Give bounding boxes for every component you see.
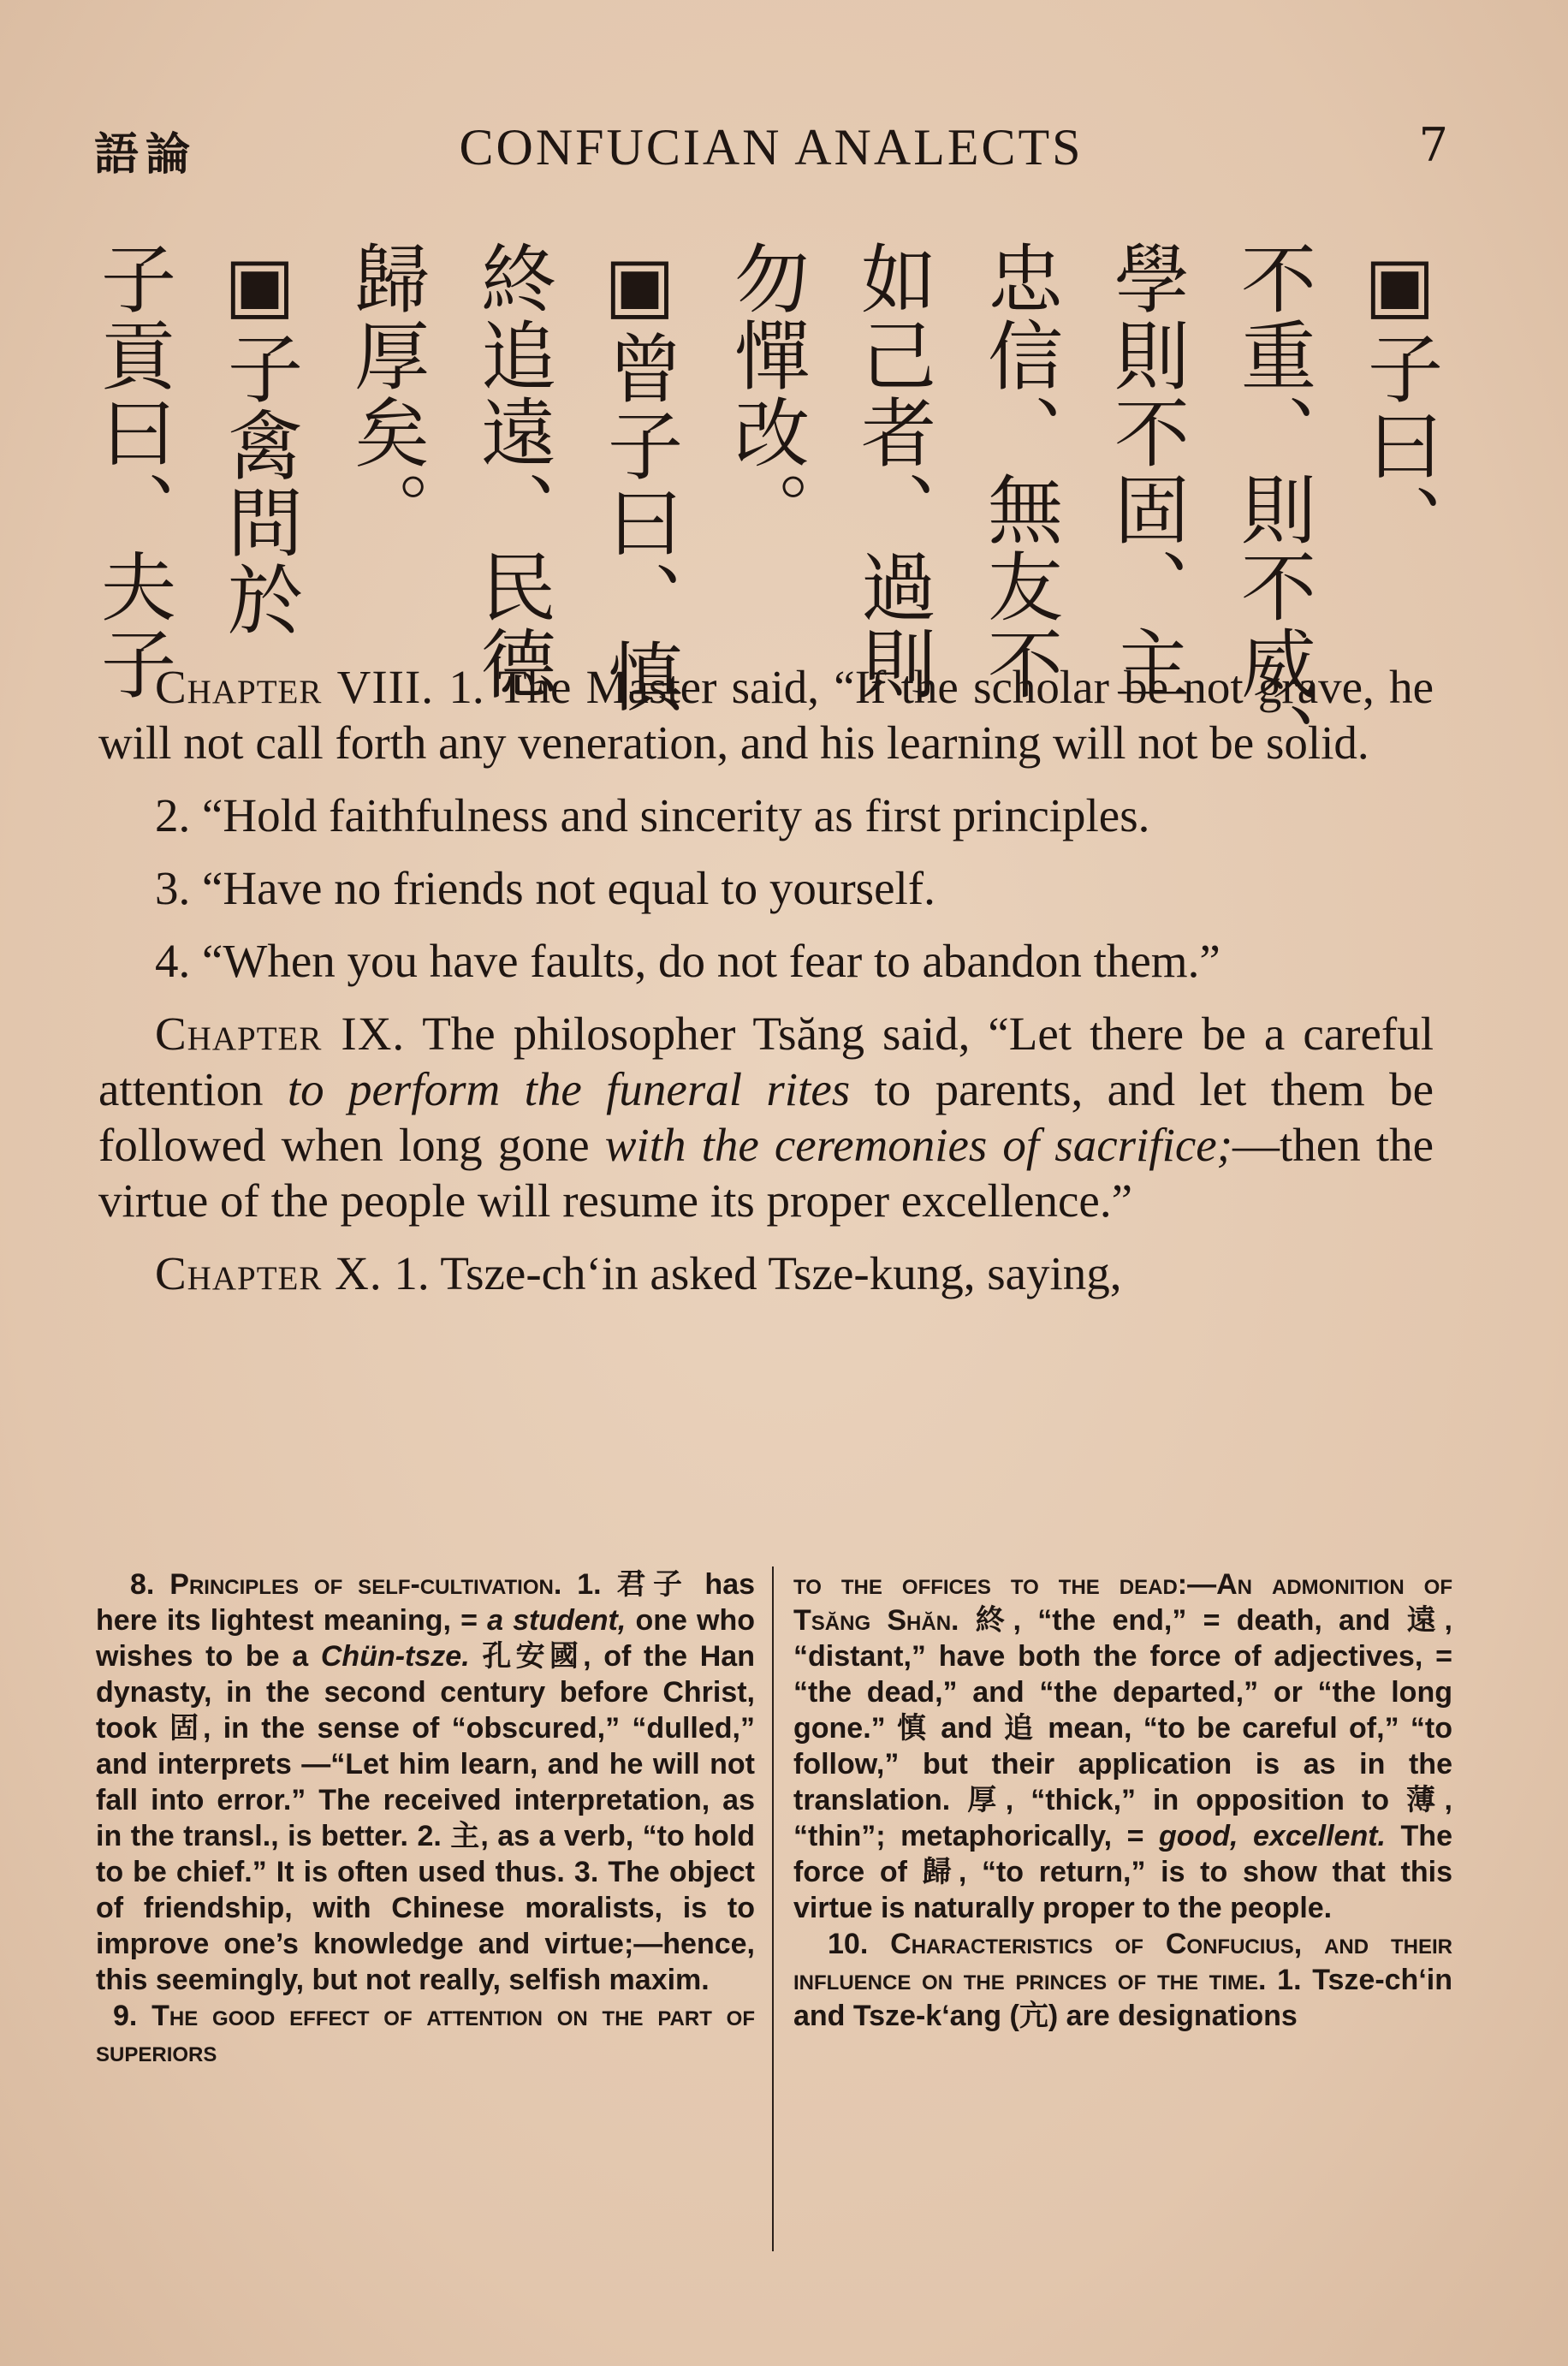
chinese-column: 子貢曰、夫子: [89, 240, 177, 702]
chinese-column: 如己者、過則: [849, 240, 937, 702]
chapter-8-para-2: 2. “Hold faithfulness and sincerity as first principles.: [155, 789, 1150, 841]
chinese-column: ▣子禽問於: [216, 240, 304, 638]
footnote-8: 8. Principles of self-cultivation. 1. 君子 has here its lightest meaning, = a student, one who wishes to be a Chün-tsze. 孔安國, of the Han dynasty, in the second century before Christ, took 固, in the sense of “obscured,” “dulled,” and interprets —“Let him learn, and he will not fall into error.” The received interpretation, as in the transl., is better. 2. 主, as a verb, “to hold to be chief.” It is often used thus. 3. The object of friendship, with Chinese moralists, is to improve one’s knowledge and virtue;—hence, this seemingly, but not really, selfish maxim.: [96, 1568, 756, 1996]
chinese-column: 忠信、無友不: [976, 240, 1064, 702]
translation-text: [98, 659, 1434, 1318]
chapter-8-para-4: 4. “When you have faults, do not fear to abandon them.”: [155, 935, 1221, 987]
footnotes-right-column: [793, 1566, 1452, 2034]
chapter-10-para: Chapter X. 1. Tsze-ch‘in asked Tsze-kung, saying,: [155, 1247, 1122, 1299]
chinese-column: ▣子曰、: [1356, 240, 1444, 561]
chinese-column: 不重、則不威、: [1229, 240, 1317, 779]
footnotes-left-column: [96, 1566, 755, 2070]
footnote-9-cont: to the offices to the dead:—An admonition of Tsăng Shăn. 終, “the end,” = death, and 遠, “distant,” have both the force of adjectives, = “the dead,” and “the departed,” or “the long gone.” 慎 and 追 mean, “to be careful of,” “to follow,” but their application is as in the translation. 厚, “thick,” in opposition to 薄, “thin”; metaphorically, = good, excellent. The force of 歸, “to return,” is to show that this virtue is naturally proper to the people.: [793, 1568, 1452, 1924]
page-header: [94, 111, 1448, 180]
footnote-9-start: 9. The good effect of attention on the part of superiors: [96, 2000, 755, 2068]
chinese-column: ▣曾子曰、慎: [596, 240, 684, 715]
chinese-column: 勿憚改。: [722, 240, 811, 548]
chapter-8-para-3: 3. “Have no friends not equal to yourself.: [155, 862, 935, 914]
header-chinese-title: 語論: [94, 128, 198, 181]
chapter-heading: Chapter IX.: [155, 1008, 406, 1060]
column-divider: [772, 1566, 774, 2251]
chapter-8-para-1: Chapter VIII. 1. The Master said, “If the scholar be not grave, he will not call forth any veneration, and his learning will not be solid.: [98, 661, 1434, 769]
page-number: 7: [1418, 118, 1448, 172]
chapter-9-para: Chapter IX. The philosopher Tsăng said, “Let there be a careful attention to perform the funeral rites to parents, and let them be followed when long gone with the ceremonies of sacrifice;—then the virtue of the people will resume its proper excellence.”: [98, 1008, 1434, 1227]
footnote-10: 10. Characteristics of Confucius, and their influence on the princes of the time. 1. Tsze-ch‘in and Tsze-k‘ang (亢) are designations: [793, 1928, 1452, 2032]
footnotes: [96, 1566, 1452, 2277]
chapter-heading: Chapter VIII.: [155, 661, 435, 713]
chinese-column: 學則不固、主: [1102, 240, 1191, 702]
chinese-column: 終追遠、民德: [469, 240, 557, 702]
chinese-column: 歸厚矣。: [342, 240, 431, 548]
chapter-heading: Chapter X.: [155, 1247, 383, 1299]
header-title: CONFUCIAN ANALECTS: [459, 119, 1084, 175]
